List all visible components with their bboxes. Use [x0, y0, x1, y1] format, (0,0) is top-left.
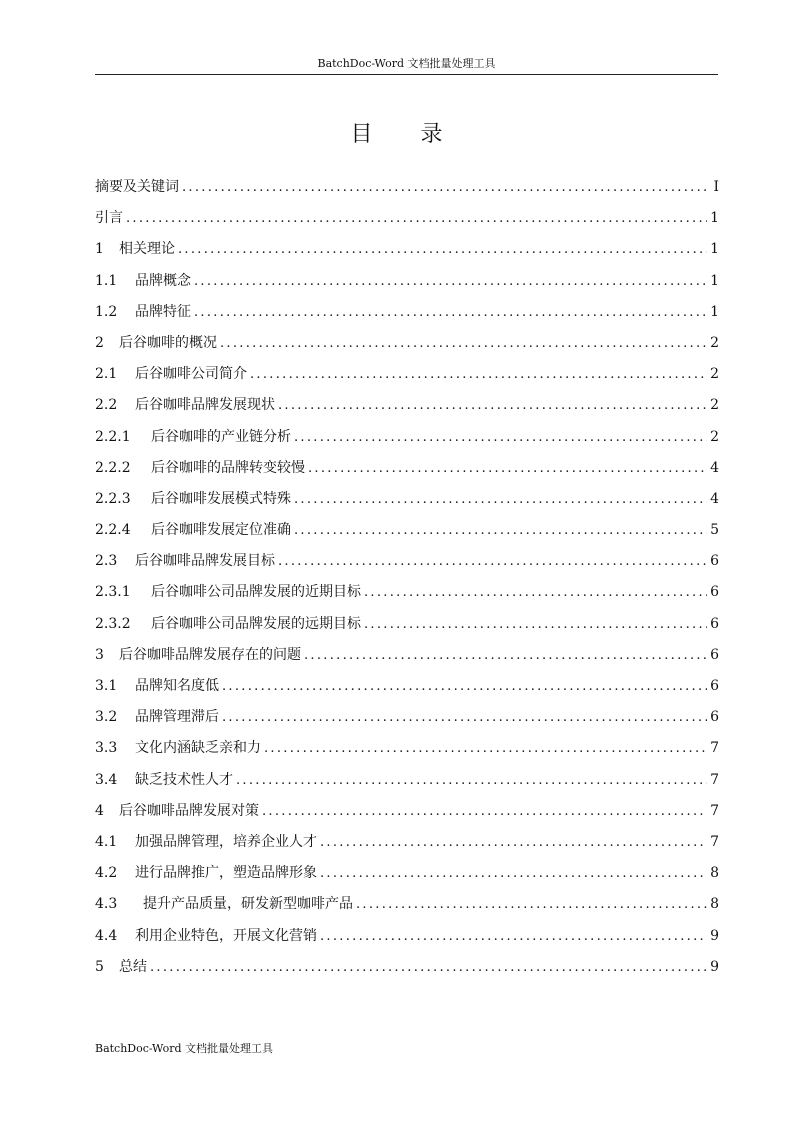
toc-entry[interactable] — [95, 925, 719, 956]
toc-entry-page: 4 — [710, 490, 719, 507]
toc-entry-page: 1 — [710, 210, 719, 227]
toc-entry[interactable] — [95, 956, 719, 987]
toc-entry-title: 后谷咖啡品牌发展对策 — [119, 802, 259, 819]
toc-entry-number: 5 — [95, 958, 104, 975]
dot-leader — [278, 554, 707, 569]
toc-entry-number: 4.4 — [95, 927, 118, 944]
toc-entry[interactable] — [95, 862, 719, 893]
toc-entry-page: 6 — [710, 678, 719, 694]
toc-entry[interactable] — [95, 301, 719, 332]
toc-entry-number: 4 — [95, 802, 104, 819]
toc-entry-page: 1 — [710, 241, 719, 258]
dot-leader — [194, 305, 707, 320]
toc-entry-title: 引言 — [95, 210, 123, 227]
toc-entry-title: 后谷咖啡品牌发展存在的问题 — [119, 646, 301, 663]
toc-entry-number: 2.2.1 — [95, 428, 131, 445]
dot-leader — [294, 492, 707, 507]
toc-entry-number: 2 — [95, 334, 104, 351]
dot-leader — [126, 211, 707, 226]
toc-entry-number: 4.3 — [95, 896, 118, 913]
toc-entry-number: 2.3.2 — [95, 615, 131, 632]
toc-entry-title: 利用企业特色，开展文化营销 — [135, 927, 317, 944]
dot-leader — [182, 180, 707, 195]
toc-entry-title: 相关理论 — [119, 241, 175, 258]
page-footer: BatchDoc-Word 文档批量处理工具 — [95, 1042, 274, 1055]
toc-entry-title: 摘要及关键词 — [95, 179, 179, 195]
toc-entry[interactable] — [95, 550, 719, 581]
dot-leader — [294, 523, 707, 538]
toc-entry-page: 6 — [710, 584, 719, 601]
dot-leader — [150, 960, 707, 975]
dot-leader — [320, 866, 707, 881]
toc-entry-number: 3.1 — [95, 678, 118, 694]
toc-entry-title: 总结 — [119, 958, 147, 975]
toc-entry[interactable] — [95, 644, 719, 675]
toc-entry-title: 品牌概念 — [135, 272, 191, 289]
toc-entry-title: 后谷咖啡品牌发展现状 — [135, 397, 275, 414]
toc-entry-page: 2 — [710, 397, 719, 414]
toc-entry-page: 6 — [710, 646, 719, 663]
toc-entry-number: 4.1 — [95, 833, 118, 850]
toc-entry-number: 2.3 — [95, 553, 118, 570]
toc-entry-page: 6 — [710, 553, 719, 570]
toc-entry-title: 后谷咖啡公司简介 — [135, 366, 247, 383]
dot-leader — [222, 710, 707, 725]
toc-entry-number: 2.2.2 — [95, 459, 131, 476]
dot-leader — [194, 274, 707, 289]
toc-entry-number: 2.1 — [95, 366, 118, 383]
toc-entry[interactable] — [95, 581, 719, 612]
toc-entry[interactable] — [95, 706, 719, 737]
toc-entry[interactable] — [95, 207, 719, 238]
dot-leader — [278, 398, 707, 413]
toc-entry-number: 3 — [95, 646, 104, 663]
toc-entry[interactable] — [95, 270, 719, 301]
dot-leader — [294, 430, 707, 445]
toc-entry-title: 后谷咖啡的概况 — [119, 334, 217, 351]
toc-entry[interactable] — [95, 457, 719, 488]
toc-entry-page: I — [713, 179, 719, 195]
dot-leader — [304, 648, 707, 663]
toc-entry-number: 2.3.1 — [95, 584, 131, 601]
toc-entry-number: 4.2 — [95, 865, 118, 882]
toc-entry-title: 缺乏技术性人才 — [135, 771, 233, 788]
toc-entry-number: 2.2.3 — [95, 490, 131, 507]
toc-entry-number: 2.2 — [95, 397, 118, 414]
toc-entry-page: 2 — [710, 366, 719, 383]
toc-entry-page: 2 — [710, 334, 719, 351]
toc-entry-title: 后谷咖啡品牌发展目标 — [135, 553, 275, 570]
dot-leader — [222, 679, 707, 694]
toc-entry-title: 后谷咖啡发展定位准确 — [151, 522, 291, 539]
toc-entry-page: 4 — [710, 459, 719, 476]
toc-entry[interactable] — [95, 831, 719, 862]
toc-entry-title: 后谷咖啡的品牌转变较慢 — [151, 459, 305, 476]
toc-entry-title: 后谷咖啡公司品牌发展的近期目标 — [151, 584, 361, 601]
toc-entry[interactable] — [95, 426, 719, 457]
toc-entry-page: 7 — [710, 740, 719, 757]
toc-entry[interactable] — [95, 332, 719, 363]
toc-entry[interactable] — [95, 394, 719, 425]
toc-entry-page: 9 — [710, 958, 719, 975]
page-title: 目录 — [350, 122, 491, 147]
toc-entry[interactable] — [95, 800, 719, 831]
dot-leader — [364, 585, 707, 600]
dot-leader — [364, 617, 707, 632]
dot-leader — [320, 835, 707, 850]
toc-entry[interactable] — [95, 488, 719, 519]
dot-leader — [236, 773, 707, 788]
toc-entry-page: 1 — [710, 303, 719, 320]
dot-leader — [308, 461, 707, 476]
toc-entry-title: 进行品牌推广，塑造品牌形象 — [135, 865, 317, 882]
toc-entry[interactable] — [95, 363, 719, 394]
page-header: BatchDoc-Word 文档批量处理工具 — [95, 57, 718, 75]
toc-entry-page: 7 — [710, 771, 719, 788]
toc-entry-page: 8 — [710, 865, 719, 882]
dot-leader — [178, 242, 707, 257]
dot-leader — [250, 367, 707, 382]
toc-entry-page: 9 — [710, 927, 719, 944]
toc-entry-title: 品牌管理滞后 — [135, 709, 219, 726]
toc-entry-page: 5 — [710, 522, 719, 539]
toc-entry-page: 6 — [710, 709, 719, 726]
toc-entry-page: 1 — [710, 272, 719, 289]
toc-entry-number: 1.1 — [95, 272, 118, 289]
toc-entry-title: 加强品牌管理，培养企业人才 — [135, 833, 317, 850]
toc-entry-number: 1 — [95, 241, 104, 258]
toc-entry-title: 后谷咖啡发展模式特殊 — [151, 490, 291, 507]
toc-entry-title: 后谷咖啡公司品牌发展的远期目标 — [151, 615, 361, 632]
toc-entry-number: 2.2.4 — [95, 522, 131, 539]
toc-entry-number: 3.3 — [95, 740, 118, 757]
toc-entry-title: 提升产品质量，研发新型咖啡产品 — [143, 896, 353, 913]
dot-leader — [264, 741, 707, 756]
toc-entry-title: 后谷咖啡的产业链分析 — [151, 428, 291, 445]
toc-entry-title: 品牌知名度低 — [135, 678, 219, 694]
dot-leader — [220, 336, 707, 351]
toc-entry-title: 品牌特征 — [135, 303, 191, 320]
toc-entry[interactable] — [95, 238, 719, 269]
toc-entry-page: 7 — [710, 802, 719, 819]
dot-leader — [262, 804, 707, 819]
table-of-contents — [95, 176, 719, 987]
toc-entry-number: 3.4 — [95, 771, 118, 788]
toc-entry[interactable] — [95, 519, 719, 550]
dot-leader — [320, 929, 707, 944]
toc-entry[interactable] — [95, 176, 719, 207]
dot-leader — [356, 897, 707, 912]
toc-entry-number: 1.2 — [95, 303, 118, 320]
toc-entry-page: 2 — [710, 428, 719, 445]
toc-entry[interactable] — [95, 613, 719, 644]
toc-entry[interactable] — [95, 675, 719, 706]
toc-entry[interactable] — [95, 769, 719, 800]
toc-entry-page: 6 — [710, 615, 719, 632]
toc-entry[interactable] — [95, 737, 719, 768]
toc-entry-page: 7 — [710, 833, 719, 850]
toc-entry-title: 文化内涵缺乏亲和力 — [135, 740, 261, 757]
toc-entry-number: 3.2 — [95, 709, 118, 726]
toc-entry[interactable] — [95, 893, 719, 924]
toc-entry-page: 8 — [710, 896, 719, 913]
